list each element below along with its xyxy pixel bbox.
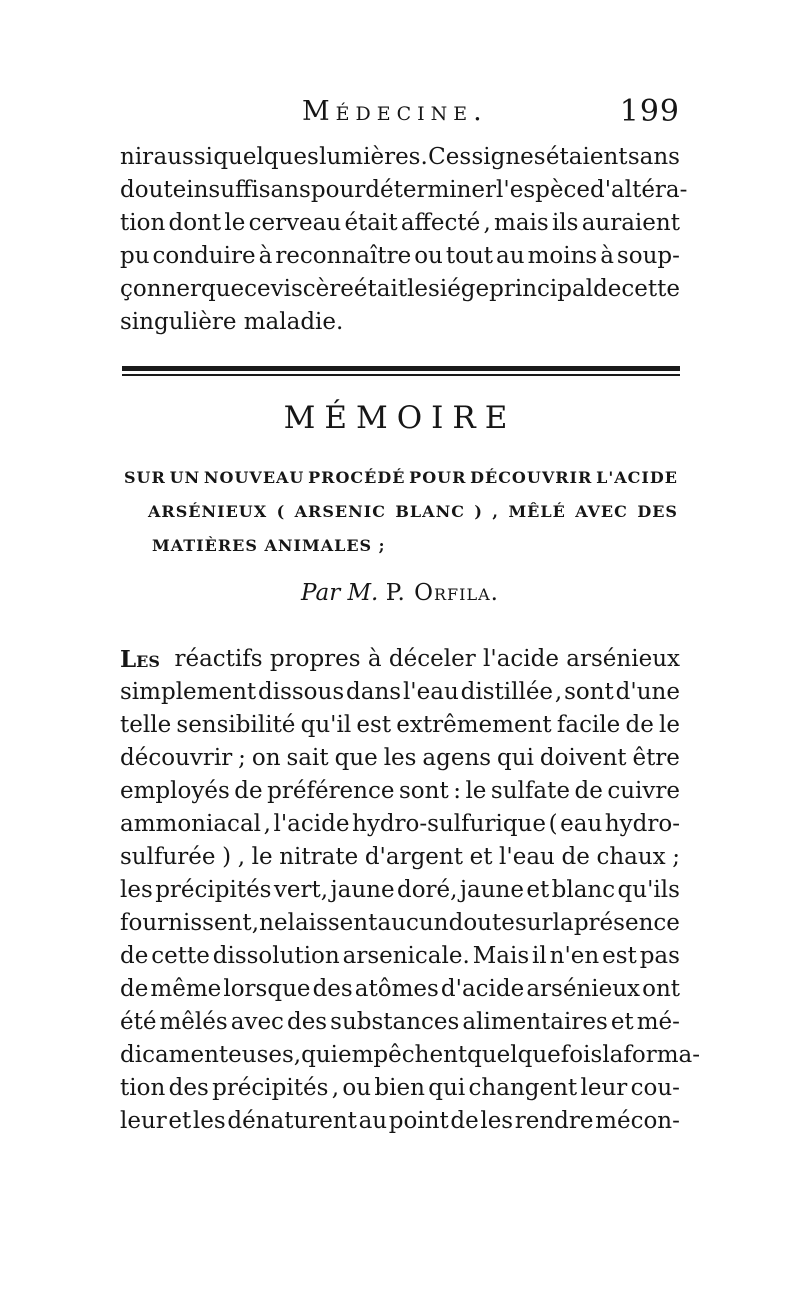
memoire-subtitle-line: MATIÈRES ANIMALES ; [152,536,386,555]
memoire-subtitle-line: ARSÉNIEUX ( ARSENIC BLANC ) , MÊLÉ AVEC DES [148,502,678,521]
text-line: employés de préférence sont : le sulfate de cuivre [120,778,680,804]
dropcap-word: Les [120,646,160,673]
text-line: été mêlés avec des substances alimentaires et mé- [120,1009,680,1035]
text-line-first [120,643,680,676]
section-title: Médecine. [302,96,488,127]
memoire-subtitle-line: SUR UN NOUVEAU PROCÉDÉ POUR DÉCOUVRIR L'ACIDE [124,468,678,487]
byline-par: Par M. [301,580,379,606]
text-line: doute insuffisans pour déterminer l'espèce d'altéra- [120,177,688,203]
text-line: nir aussi quelques lumières. Ces signes étaient sans [120,144,680,170]
running-header [122,92,682,136]
section-divider [122,366,680,378]
text-line: sulfurée ) , le nitrate d'argent et l'eau de chaux ; [120,844,680,870]
text-line: de même lorsque des atômes d'acide arsénieux ont [120,976,680,1002]
text-line: tion des précipités , ou bien qui changent leur cou- [120,1075,680,1101]
text-line: découvrir ; on sait que les agens qui doivent être [120,745,680,771]
text-line: simplement dissous dans l'eau distillée , sont d'une [120,679,680,705]
byline-author: P. Orfila. [385,580,499,606]
text-line: singulière maladie. [120,309,344,335]
text-line: fournissent , ne laissent aucun doute sur la présence [120,910,680,936]
text-line: les précipités vert, jaune doré, jaune et blanc qu'ils [120,877,680,903]
memoire-title: MÉMOIRE [283,400,517,436]
text-line: telle sensibilité qu'il est extrêmement facile de le [120,712,680,738]
text-line: çonner que ce viscère était le siége principal de cette [120,276,680,302]
page-number: 199 [619,94,680,129]
text-line: pu conduire à reconnaître ou tout au moins à soup- [120,243,680,269]
text-line: de cette dissolution arsenicale. Mais il n'en est pas [120,943,680,969]
text-line: leur et les dénaturent au point de les rendre mécon- [120,1108,680,1134]
author-byline [120,580,680,606]
text-line: dicamenteuses, qui empêchent quelquefois la forma- [120,1042,701,1068]
first-line-text: réactifs propres à déceler l'acide arsénieux [174,646,680,672]
text-line: tion dont le cerveau était affecté , mais ils auraient [120,210,680,236]
text-line: ammoniacal , l'acide hydro-sulfurique ( eau hydro- [120,811,680,837]
